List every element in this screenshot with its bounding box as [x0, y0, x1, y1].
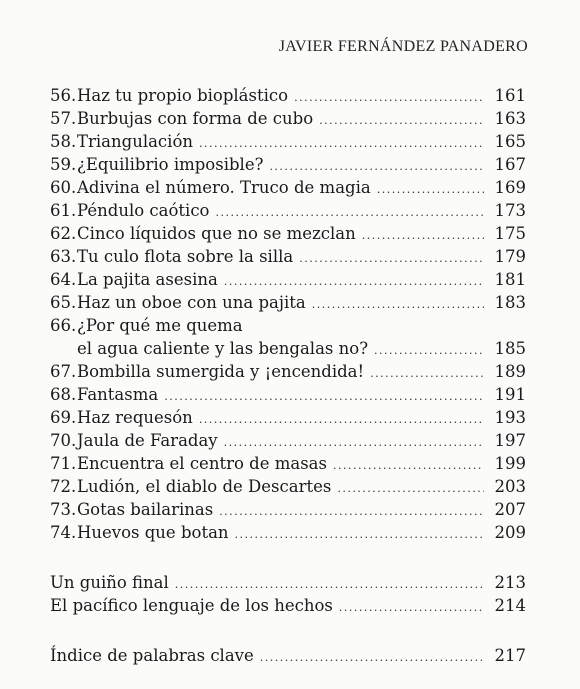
entry-title: Bombilla sumergida y ¡encendida! — [77, 362, 365, 381]
entry-number: 62. — [50, 224, 77, 243]
entry-title: Péndulo caótico — [77, 201, 210, 220]
entry-page: 199 — [494, 454, 526, 473]
entry-page: 214 — [494, 596, 526, 615]
entry-title: Fantasma — [77, 385, 159, 404]
toc-entry-61 — [50, 199, 526, 222]
dot-leader — [269, 155, 484, 178]
entry-page: 203 — [494, 477, 526, 496]
section-spacer — [50, 544, 526, 571]
dot-leader — [164, 385, 484, 408]
entry-number: 67. — [50, 362, 77, 381]
toc-entry-68 — [50, 383, 526, 406]
toc-entry-71 — [50, 452, 526, 475]
table-of-contents — [50, 84, 526, 667]
entry-number: 70. — [50, 431, 77, 450]
dot-leader — [374, 339, 484, 362]
entry-title: Gotas bailarinas — [77, 500, 214, 519]
entry-number: 68. — [50, 385, 77, 404]
dot-leader — [339, 596, 484, 619]
entry-page: 207 — [494, 500, 526, 519]
toc-entry-70 — [50, 429, 526, 452]
toc-entry-65 — [50, 291, 526, 314]
entry-page: 191 — [494, 385, 526, 404]
dot-leader — [216, 201, 485, 224]
entry-title: ¿Por qué me quema — [77, 316, 243, 335]
toc-entry-64 — [50, 268, 526, 291]
toc-entry-67 — [50, 360, 526, 383]
entry-title: Huevos que botan — [77, 523, 229, 542]
entry-number: 60. — [50, 178, 77, 197]
entry-page: 209 — [494, 523, 526, 542]
toc-entry-final-wink — [50, 571, 526, 594]
dot-leader — [370, 362, 484, 385]
dot-leader — [294, 86, 484, 109]
toc-entry-58 — [50, 130, 526, 153]
dot-leader — [337, 477, 484, 500]
dot-leader — [175, 573, 484, 596]
dot-leader — [299, 247, 484, 270]
entry-page: 167 — [494, 155, 526, 174]
dot-leader — [260, 646, 484, 669]
toc-entry-62 — [50, 222, 526, 245]
entry-title: El pacífico lenguaje de los hechos — [50, 596, 333, 615]
entry-page: 179 — [494, 247, 526, 266]
entry-title: Jaula de Faraday — [77, 431, 218, 450]
entry-page: 193 — [494, 408, 526, 427]
dot-leader — [362, 224, 484, 247]
dot-leader — [312, 293, 484, 316]
entry-number: 59. — [50, 155, 77, 174]
entry-title: Un guiño final — [50, 573, 169, 592]
entry-page: 161 — [494, 86, 526, 105]
entry-number: 58. — [50, 132, 77, 151]
entry-title: Haz tu propio bioplástico — [77, 86, 289, 105]
entry-page: 185 — [494, 339, 526, 358]
running-header-author: JAVIER FERNÁNDEZ PANADERO — [278, 38, 528, 55]
entry-number: 71. — [50, 454, 77, 473]
entry-title: La pajita asesina — [77, 270, 218, 289]
entry-page: 189 — [494, 362, 526, 381]
entry-number: 57. — [50, 109, 77, 128]
toc-entry-72 — [50, 475, 526, 498]
dot-leader — [219, 500, 484, 523]
entry-page: 169 — [494, 178, 526, 197]
toc-entry-66 — [50, 314, 526, 337]
entry-title: Adivina el número. Truco de magia — [77, 178, 371, 197]
entry-page: 173 — [494, 201, 526, 220]
toc-entry-69 — [50, 406, 526, 429]
entry-number: 61. — [50, 201, 77, 220]
dot-leader — [319, 109, 484, 132]
entry-title: Triangulación — [77, 132, 194, 151]
dot-leader — [333, 454, 484, 477]
entry-number: 73. — [50, 500, 77, 519]
entry-number: 65. — [50, 293, 77, 312]
entry-title: Tu culo flota sobre la silla — [77, 247, 294, 266]
dot-leader — [377, 178, 484, 201]
entry-title: Haz un oboe con una pajita — [77, 293, 306, 312]
entry-page: 181 — [494, 270, 526, 289]
entry-number: 66. — [50, 316, 77, 335]
entry-page: 217 — [494, 646, 526, 665]
entry-title: ¿Equilibrio imposible? — [77, 155, 264, 174]
dot-leader — [235, 523, 484, 546]
dot-leader — [199, 408, 484, 431]
entry-number: 63. — [50, 247, 77, 266]
entry-title: Burbujas con forma de cubo — [77, 109, 314, 128]
entry-number: 74. — [50, 523, 77, 542]
toc-entry-language-of-facts — [50, 594, 526, 617]
entry-title: Índice de palabras clave — [50, 646, 254, 665]
entry-page: 165 — [494, 132, 526, 151]
toc-entry-60 — [50, 176, 526, 199]
entry-page: 183 — [494, 293, 526, 312]
entry-number: 64. — [50, 270, 77, 289]
dot-leader — [224, 431, 484, 454]
entry-title: Ludión, el diablo de Descartes — [77, 477, 332, 496]
toc-entry-74 — [50, 521, 526, 544]
toc-entry-keyword-index — [50, 644, 526, 667]
section-spacer — [50, 617, 526, 644]
toc-entry-56 — [50, 84, 526, 107]
entry-page: 175 — [494, 224, 526, 243]
dot-leader — [224, 270, 484, 293]
entry-number: 69. — [50, 408, 77, 427]
entry-title-continued: el agua caliente y las bengalas no? — [77, 339, 369, 358]
toc-entry-73 — [50, 498, 526, 521]
entry-title: Encuentra el centro de masas — [77, 454, 327, 473]
toc-entry-59 — [50, 153, 526, 176]
entry-title: Haz requesón — [77, 408, 193, 427]
toc-entry-57 — [50, 107, 526, 130]
entry-page: 213 — [494, 573, 526, 592]
entry-number: 56. — [50, 86, 77, 105]
dot-leader — [199, 132, 484, 155]
entry-title: Cinco líquidos que no se mezclan — [77, 224, 356, 243]
entry-page: 163 — [494, 109, 526, 128]
toc-entry-66-continued — [50, 337, 526, 360]
entry-number: 72. — [50, 477, 77, 496]
toc-entry-63 — [50, 245, 526, 268]
entry-page: 197 — [494, 431, 526, 450]
